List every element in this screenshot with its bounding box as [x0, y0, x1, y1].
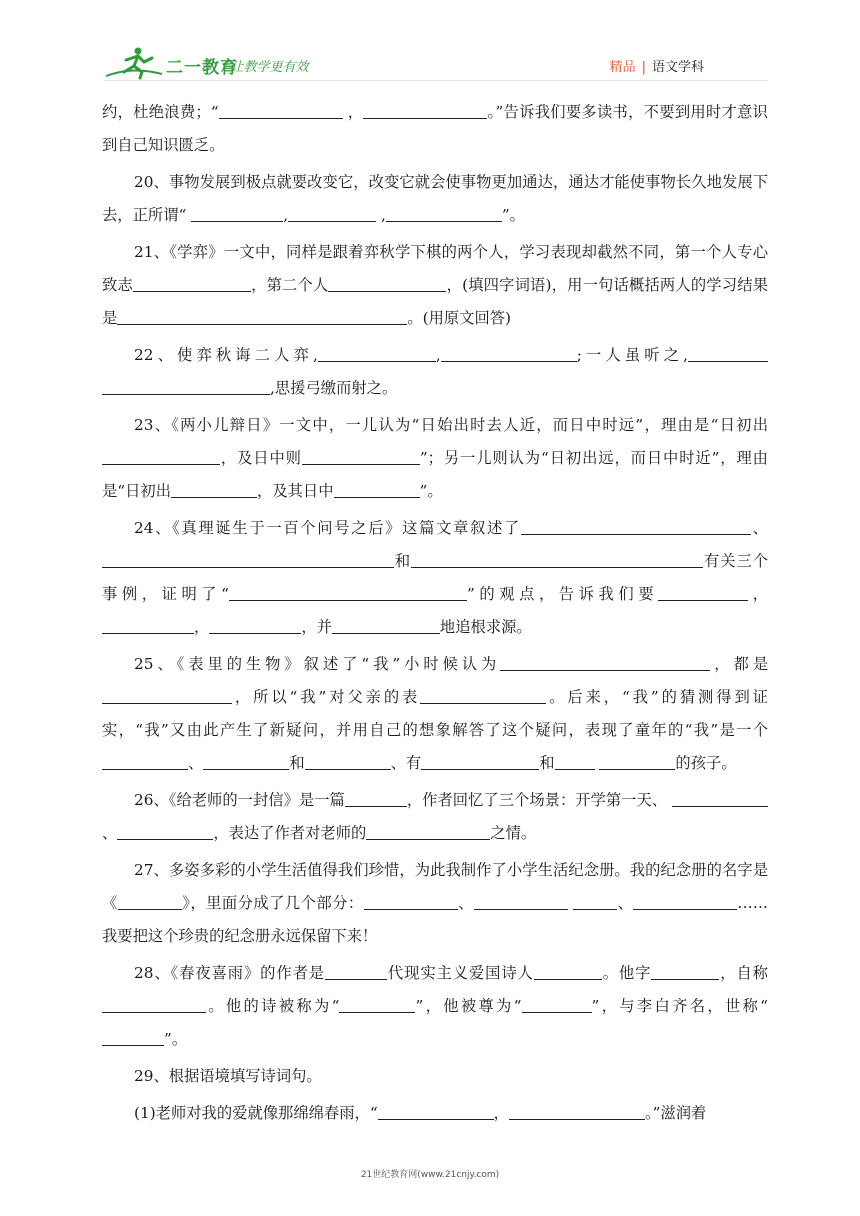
- text-segment: ,: [283, 206, 289, 224]
- text-segment: ，: [194, 618, 210, 636]
- answer-blank[interactable]: [229, 584, 467, 601]
- text-segment: 26、《给老师的一封信》是一篇: [134, 791, 345, 809]
- text-segment: ,思援弓缴而射之。: [270, 379, 398, 397]
- text-segment: ，及日中则: [220, 449, 302, 467]
- text-segment: ”的观点，告诉我们要: [466, 585, 659, 603]
- text-segment: 约，杜绝浪费；“: [102, 103, 219, 121]
- text-segment: 和: [539, 754, 555, 772]
- answer-blank[interactable]: [318, 345, 436, 362]
- text-segment: 28、《春夜喜雨》的作者是: [134, 964, 326, 982]
- text-segment: 地追根求源。: [439, 618, 532, 636]
- text-segment: ……我要把这个珍贵的纪念册永远保留下来！: [102, 894, 768, 945]
- text-segment: 22、使弈秋诲二人弈,: [134, 346, 318, 364]
- answer-blank[interactable]: [117, 823, 213, 840]
- answer-blank[interactable]: [651, 963, 719, 980]
- answer-blank[interactable]: [102, 1029, 164, 1046]
- question-22: [102, 339, 768, 405]
- answer-blank[interactable]: [102, 448, 220, 465]
- text-segment: ，所以“我”对父亲的表: [232, 688, 421, 706]
- answer-blank[interactable]: [672, 790, 768, 807]
- text-segment: ，: [347, 103, 364, 121]
- text-segment: ”。: [164, 1030, 188, 1048]
- text-segment: ;一人虽听之,: [576, 346, 688, 364]
- tag-separator: |: [641, 60, 646, 75]
- question-27: [102, 854, 768, 953]
- page-header: [0, 0, 860, 84]
- answer-blank[interactable]: [102, 753, 188, 770]
- question-26: [102, 784, 768, 850]
- page-footer: 21世纪教育网(www.21cnjy.com): [360, 1170, 500, 1180]
- answer-blank[interactable]: [102, 996, 206, 1013]
- text-segment: 21、《学弈》一文中，同样是跟着弈秋学下棋的两个人，学习表现却截然不同，第一个人专心致志: [102, 243, 768, 294]
- question-28: [102, 957, 768, 1056]
- text-segment: ”。: [419, 482, 443, 500]
- answer-blank[interactable]: [509, 1103, 645, 1120]
- text-segment: ，: [493, 1104, 509, 1122]
- answer-blank[interactable]: [345, 790, 407, 807]
- answer-blank[interactable]: [420, 687, 546, 704]
- answer-blank[interactable]: [573, 893, 617, 910]
- answer-blank[interactable]: [219, 102, 343, 119]
- text-segment: 有关三个事例，证明了“: [102, 552, 768, 603]
- brand-slogan: / 让教学更有效: [222, 60, 309, 75]
- answer-blank[interactable]: [421, 753, 539, 770]
- answer-blank[interactable]: [599, 753, 675, 770]
- brand-name: 二一教育: [166, 58, 238, 78]
- question-23: [102, 409, 768, 508]
- text-segment: ”；另一儿则认为“日初出远，而日中时近”，理由是“日初出: [102, 449, 768, 500]
- answer-blank[interactable]: [534, 963, 602, 980]
- answer-blank[interactable]: [633, 893, 737, 910]
- answer-blank[interactable]: [332, 617, 440, 634]
- question-25: [102, 648, 768, 780]
- question-20: [102, 166, 768, 232]
- answer-blank[interactable]: [521, 518, 751, 535]
- text-segment: ，并: [301, 618, 332, 636]
- text-segment: 。他字: [601, 964, 652, 982]
- question-24: [102, 512, 768, 644]
- text-segment: 25、《表里的生物》叙述了“我”小时候认为: [134, 655, 501, 673]
- text-segment: 代现实主义爱国诗人: [387, 964, 534, 982]
- text-segment: ,: [435, 346, 441, 364]
- answer-blank[interactable]: [302, 448, 420, 465]
- subject-tag: [610, 56, 704, 75]
- text-segment: ，第二个人: [250, 276, 329, 294]
- answer-blank[interactable]: [522, 996, 592, 1013]
- text-segment: ，(填四字词语)，用一句话概括两人的学习结果是: [102, 276, 768, 327]
- answer-blank[interactable]: [171, 481, 257, 498]
- answer-blank[interactable]: [500, 654, 710, 671]
- text-segment: ”，与李白齐名，世称“: [591, 997, 768, 1015]
- answer-blank[interactable]: [325, 963, 387, 980]
- text-segment: 、: [457, 894, 474, 912]
- text-segment: 、: [751, 519, 768, 537]
- text-segment: 20、事物发展到极点就要改变它，改变它就会使事物更加通达，通达才能使事物长久地发展下去，正所谓“: [102, 173, 768, 224]
- answer-blank[interactable]: [339, 996, 415, 1013]
- text-segment: 、: [102, 824, 118, 842]
- runner-logo-icon: [104, 46, 164, 80]
- answer-blank[interactable]: [441, 345, 577, 362]
- worksheet-body: [102, 96, 768, 1134]
- answer-blank[interactable]: [305, 753, 391, 770]
- text-segment: 24、《真理诞生于一百个问号之后》这篇文章叙述了: [134, 519, 521, 537]
- text-segment: ，表达了作者对老师的: [213, 824, 367, 842]
- text-segment: ，: [748, 585, 768, 603]
- answer-blank[interactable]: [102, 378, 270, 395]
- answer-blank[interactable]: [102, 617, 194, 634]
- answer-blank[interactable]: [118, 893, 182, 910]
- answer-blank[interactable]: [474, 893, 568, 910]
- text-segment: 。”滋润着: [644, 1104, 707, 1122]
- answer-blank[interactable]: [386, 205, 502, 222]
- text-segment: 。”告诉我们要多读书，不要到用: [487, 103, 706, 121]
- answer-blank[interactable]: [378, 1103, 494, 1120]
- text-segment: 。他的诗被称为“: [206, 997, 340, 1015]
- answer-blank[interactable]: [411, 551, 703, 568]
- answer-blank[interactable]: [191, 205, 283, 222]
- answer-blank[interactable]: [102, 551, 394, 568]
- question-19-tail: [102, 96, 768, 162]
- answer-blank[interactable]: [366, 823, 490, 840]
- text-segment: 》，里面分成了几个部分：: [181, 894, 364, 912]
- text-segment: ”。: [501, 206, 525, 224]
- text-segment: 的孩子。: [675, 754, 737, 772]
- answer-blank[interactable]: [102, 687, 232, 704]
- answer-blank[interactable]: [133, 275, 251, 292]
- text-segment: 23、《两小儿辩日》一文中，一儿认为“日始出时去人近，而日中时远”，理由是“日初出: [134, 416, 768, 434]
- text-segment: 和: [394, 552, 412, 570]
- question-21: [102, 236, 768, 335]
- text-segment: ,: [380, 206, 386, 224]
- answer-blank[interactable]: [364, 893, 458, 910]
- text-segment: 。后来，“我”的猜测得到证实，“我”又由此产生了新疑问，并用自己的想象解答了这个疑问，表现了童年的“我”是一个: [102, 688, 768, 739]
- text-segment: 时才意识到自己知识匮乏。: [102, 103, 768, 154]
- text-segment: ”，他被尊为“: [415, 997, 522, 1015]
- answer-blank[interactable]: [658, 584, 748, 601]
- subject-label: 语文学科: [651, 60, 704, 75]
- text-segment: ，都是: [710, 655, 768, 673]
- answer-blank[interactable]: [688, 345, 768, 362]
- text-segment: 27、多姿多彩的小学生活值得我们珍惜，为此我制作了小学生活纪念册。我的纪念册的名字是《: [102, 861, 768, 912]
- answer-blank[interactable]: [209, 617, 301, 634]
- answer-blank[interactable]: [203, 753, 289, 770]
- text-segment: ，自称: [719, 964, 768, 982]
- text-segment: 和: [289, 754, 305, 772]
- text-segment: ，及其日中: [257, 482, 334, 500]
- answer-blank[interactable]: [288, 205, 376, 222]
- text-segment: 29、根据语境填写诗词句。: [134, 1067, 322, 1085]
- text-segment: 、有: [390, 754, 422, 772]
- question-29-1: [102, 1097, 768, 1130]
- text-segment: 。(用原文回答): [407, 309, 512, 327]
- text-segment: 、: [188, 754, 204, 772]
- text-segment: 之情。: [490, 824, 537, 842]
- answer-blank[interactable]: [117, 308, 407, 325]
- premium-label: 精品: [609, 60, 636, 75]
- header-divider: [104, 80, 768, 81]
- text-segment: (1)老师对我的爱就像那绵绵春雨，“: [134, 1104, 378, 1122]
- answer-blank[interactable]: [555, 753, 595, 770]
- answer-blank[interactable]: [363, 102, 487, 119]
- text-segment: 、: [617, 894, 634, 912]
- answer-blank[interactable]: [334, 481, 420, 498]
- answer-blank[interactable]: [328, 275, 446, 292]
- question-29: [102, 1060, 768, 1093]
- text-segment: ，作者回忆了三个场景：开学第一天、: [406, 791, 668, 809]
